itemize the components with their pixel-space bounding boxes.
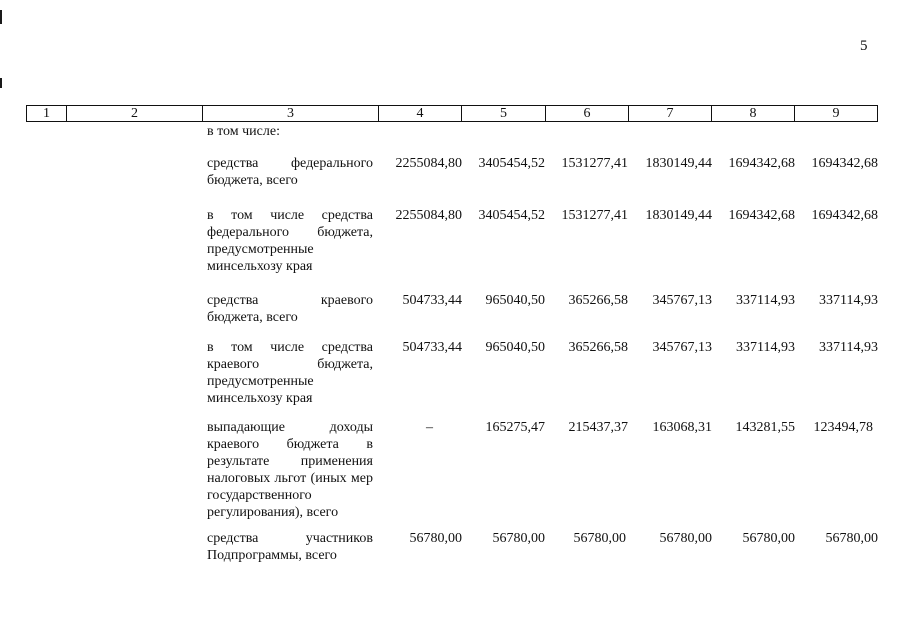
row-value-col9: 1694342,68: [811, 156, 878, 171]
table-subheading: в том числе:: [207, 124, 280, 139]
row-label: выпадающие доходы краевого бюджета в результате применения налоговых льгот (иных мер государственного регулирования), всего: [207, 420, 373, 520]
column-header-6: 6: [583, 106, 591, 121]
scan-mark: [0, 10, 2, 24]
row-value-col5: 3405454,52: [478, 208, 545, 223]
row-value-col8: 337114,93: [736, 340, 795, 355]
row-label: в том числе средства федерального бюджета, предусмотренные минсельхозу края: [207, 208, 373, 274]
row-value-col4: 2255084,80: [395, 156, 462, 171]
row-value-col6: 1531277,41: [561, 156, 628, 171]
row-value-col9: 1694342,68: [811, 208, 878, 223]
row-value-col4: 504733,44: [402, 340, 462, 355]
row-label: средства краевого бюджета, всего: [207, 293, 373, 325]
row-value-col9: 123494,78: [813, 420, 873, 435]
row-value-col4: 56780,00: [409, 531, 462, 546]
row-value-col7: 345767,13: [652, 340, 712, 355]
row-value-col5: 965040,50: [485, 340, 545, 355]
row-value-col7: 1830149,44: [645, 156, 712, 171]
row-value-col8: 1694342,68: [728, 208, 795, 223]
row-value-col9: 337114,93: [819, 340, 878, 355]
column-header-1: 1: [43, 106, 50, 121]
column-header-4: 4: [416, 106, 424, 121]
column-header-2: 2: [131, 106, 138, 121]
table-header-row: [26, 105, 878, 122]
row-value-col7: 56780,00: [659, 531, 712, 546]
row-value-col4: 504733,44: [402, 293, 462, 308]
row-value-col9: 56780,00: [825, 531, 878, 546]
column-header-3: 3: [287, 106, 294, 121]
row-value-col6: 1531277,41: [561, 208, 628, 223]
column-header-5: 5: [500, 106, 507, 121]
row-value-col5: 3405454,52: [478, 156, 545, 171]
row-value-col9: 337114,93: [819, 293, 878, 308]
row-label: средства участников Подпрограммы, всего: [207, 531, 373, 563]
row-value-col6: 365266,58: [568, 340, 628, 355]
row-value-col6: 365266,58: [568, 293, 628, 308]
row-value-col4: –: [426, 420, 433, 435]
row-value-col4: 2255084,80: [395, 208, 462, 223]
scan-mark: [0, 78, 2, 88]
row-value-col6: 215437,37: [568, 420, 628, 435]
row-value-col7: 345767,13: [652, 293, 712, 308]
row-value-col5: 56780,00: [492, 531, 545, 546]
column-header-7: 7: [666, 106, 674, 121]
row-value-col8: 143281,55: [735, 420, 795, 435]
page-number: 5: [860, 38, 868, 54]
column-header-9: 9: [832, 106, 840, 121]
row-value-col5: 965040,50: [485, 293, 545, 308]
row-value-col5: 165275,47: [485, 420, 545, 435]
row-label: в том числе средства краевого бюджета, предусмотренные минсельхозу края: [207, 340, 373, 406]
row-value-col7: 163068,31: [652, 420, 712, 435]
row-label: средства федерального бюджета, всего: [207, 156, 373, 188]
row-value-col8: 1694342,68: [728, 156, 795, 171]
row-value-col8: 56780,00: [742, 531, 795, 546]
row-value-col6: 56780,00: [573, 531, 626, 546]
column-header-8: 8: [749, 106, 757, 121]
row-value-col7: 1830149,44: [645, 208, 712, 223]
row-value-col8: 337114,93: [736, 293, 795, 308]
